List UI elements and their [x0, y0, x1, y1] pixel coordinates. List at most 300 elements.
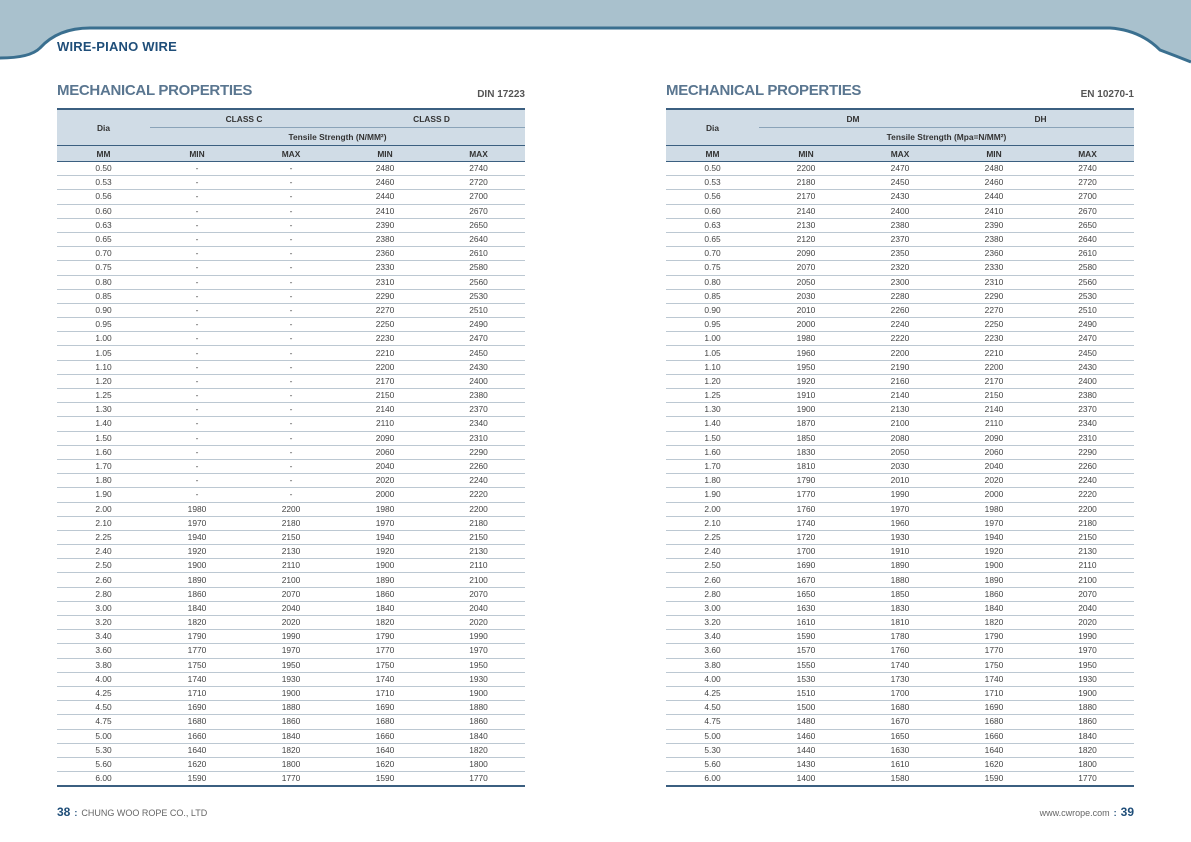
footer-separator: : — [1113, 808, 1117, 818]
value-cell: 2180 — [244, 516, 338, 530]
table-row — [57, 616, 525, 630]
value-cell: 2700 — [432, 190, 525, 204]
value-cell: 1750 — [947, 658, 1041, 672]
value-cell: 1900 — [1041, 686, 1134, 700]
value-cell: 1950 — [432, 658, 525, 672]
value-cell: 2110 — [244, 559, 338, 573]
value-cell: 1990 — [1041, 630, 1134, 644]
value-cell: 2160 — [853, 374, 947, 388]
table-row — [666, 601, 1134, 615]
value-cell: 1860 — [338, 587, 432, 601]
value-cell: 1620 — [150, 757, 244, 771]
value-cell: 2210 — [338, 346, 432, 360]
value-cell: 2410 — [947, 204, 1041, 218]
value-cell: 2490 — [1041, 318, 1134, 332]
table-row — [57, 686, 525, 700]
value-cell: 2450 — [1041, 346, 1134, 360]
table-row — [666, 715, 1134, 729]
value-cell: 1970 — [1041, 644, 1134, 658]
diameter-cell: 0.63 — [666, 218, 759, 232]
value-cell: 2130 — [1041, 545, 1134, 559]
table-row — [666, 729, 1134, 743]
value-cell: 1770 — [1041, 772, 1134, 787]
value-cell: 1630 — [759, 601, 853, 615]
value-cell: 1670 — [759, 573, 853, 587]
value-cell: 2340 — [432, 417, 525, 431]
value-cell: 1850 — [853, 587, 947, 601]
value-cell: - — [150, 459, 244, 473]
value-cell: 2560 — [1041, 275, 1134, 289]
value-cell: 1900 — [759, 403, 853, 417]
value-cell: 2290 — [432, 445, 525, 459]
diameter-cell: 2.40 — [57, 545, 150, 559]
diameter-cell: 5.30 — [57, 743, 150, 757]
value-cell: 2060 — [338, 445, 432, 459]
value-cell: 2400 — [853, 204, 947, 218]
diameter-cell: 0.85 — [666, 289, 759, 303]
value-cell: 2650 — [1041, 218, 1134, 232]
value-cell: 2610 — [1041, 247, 1134, 261]
diameter-cell: 0.53 — [666, 176, 759, 190]
value-cell: 2200 — [947, 360, 1041, 374]
value-cell: 2480 — [338, 162, 432, 176]
table-row — [666, 701, 1134, 715]
diameter-cell: 0.50 — [57, 162, 150, 176]
value-cell: 2200 — [759, 162, 853, 176]
table-row — [666, 389, 1134, 403]
table-row — [666, 772, 1134, 787]
value-cell: 2270 — [338, 303, 432, 317]
value-cell: 1940 — [947, 530, 1041, 544]
company-name: CHUNG WOO ROPE CO., LTD — [81, 808, 208, 818]
tensile-subheader: Tensile Strength (N/MM²) — [150, 128, 525, 146]
value-cell: 1770 — [244, 772, 338, 787]
table-row — [666, 261, 1134, 275]
table-row — [57, 318, 525, 332]
tensile-subheader: Tensile Strength (Mpa=N/MM²) — [759, 128, 1134, 146]
value-cell: - — [150, 488, 244, 502]
value-cell: - — [244, 374, 338, 388]
diameter-cell: 3.80 — [666, 658, 759, 672]
table-row — [666, 431, 1134, 445]
diameter-cell: 0.56 — [666, 190, 759, 204]
value-cell: 2280 — [853, 289, 947, 303]
diameter-cell: 3.60 — [57, 644, 150, 658]
table-row — [666, 630, 1134, 644]
value-cell: 2430 — [853, 190, 947, 204]
table-row — [666, 232, 1134, 246]
value-cell: 2410 — [338, 204, 432, 218]
diameter-cell: 1.60 — [666, 445, 759, 459]
value-cell: - — [244, 332, 338, 346]
value-cell: 1880 — [853, 573, 947, 587]
diameter-cell: 2.10 — [57, 516, 150, 530]
value-cell: 1800 — [432, 757, 525, 771]
value-cell: 1840 — [947, 601, 1041, 615]
table-row — [666, 658, 1134, 672]
value-cell: 1680 — [853, 701, 947, 715]
value-cell: - — [150, 403, 244, 417]
value-cell: 2370 — [1041, 403, 1134, 417]
value-cell: 2740 — [432, 162, 525, 176]
diameter-cell: 4.00 — [666, 672, 759, 686]
table-row — [57, 346, 525, 360]
value-cell: - — [244, 218, 338, 232]
table-row — [666, 332, 1134, 346]
table-row — [666, 360, 1134, 374]
value-cell: 2360 — [338, 247, 432, 261]
value-cell: 1950 — [244, 658, 338, 672]
table-row — [666, 247, 1134, 261]
diameter-cell: 1.00 — [666, 332, 759, 346]
value-cell: - — [244, 275, 338, 289]
value-cell: 1630 — [853, 743, 947, 757]
value-cell: 2390 — [947, 218, 1041, 232]
value-cell: - — [244, 289, 338, 303]
table-row — [666, 516, 1134, 530]
value-cell: 1820 — [432, 743, 525, 757]
value-cell: 1710 — [947, 686, 1041, 700]
table-row — [57, 332, 525, 346]
value-cell: 1790 — [759, 474, 853, 488]
value-cell: 1880 — [432, 701, 525, 715]
diameter-cell: 1.10 — [57, 360, 150, 374]
column-header: MIN — [759, 146, 853, 162]
value-cell: 2030 — [853, 459, 947, 473]
value-cell: 2250 — [338, 318, 432, 332]
column-header: MM — [57, 146, 150, 162]
value-cell: 1860 — [947, 587, 1041, 601]
value-cell: 1980 — [150, 502, 244, 516]
value-cell: 1840 — [244, 729, 338, 743]
value-cell: 1770 — [150, 644, 244, 658]
diameter-cell: 1.80 — [57, 474, 150, 488]
value-cell: 2220 — [853, 332, 947, 346]
value-cell: 1840 — [338, 601, 432, 615]
value-cell: 1780 — [853, 630, 947, 644]
value-cell: 1690 — [947, 701, 1041, 715]
value-cell: 1740 — [947, 672, 1041, 686]
value-cell: 1970 — [853, 502, 947, 516]
value-cell: 2430 — [432, 360, 525, 374]
value-cell: 2040 — [947, 459, 1041, 473]
table-row — [666, 289, 1134, 303]
diameter-cell: 1.05 — [666, 346, 759, 360]
value-cell: 1910 — [853, 545, 947, 559]
diameter-cell: 1.40 — [57, 417, 150, 431]
value-cell: 2240 — [853, 318, 947, 332]
value-cell: 1900 — [150, 559, 244, 573]
value-cell: - — [244, 431, 338, 445]
value-cell: 2170 — [947, 374, 1041, 388]
table-row — [57, 757, 525, 771]
value-cell: - — [150, 247, 244, 261]
value-cell: 1790 — [947, 630, 1041, 644]
value-cell: 1680 — [947, 715, 1041, 729]
value-cell: 1960 — [759, 346, 853, 360]
value-cell: 2110 — [338, 417, 432, 431]
value-cell: 2040 — [1041, 601, 1134, 615]
value-cell: 1820 — [338, 616, 432, 630]
value-cell: 2140 — [759, 204, 853, 218]
value-cell: 2380 — [338, 232, 432, 246]
table-row — [666, 346, 1134, 360]
table-row — [666, 176, 1134, 190]
value-cell: 1840 — [150, 601, 244, 615]
value-cell: - — [150, 204, 244, 218]
table-row — [666, 672, 1134, 686]
value-cell: 1770 — [338, 644, 432, 658]
value-cell: 2240 — [1041, 474, 1134, 488]
value-cell: 1770 — [947, 644, 1041, 658]
value-cell: 2090 — [947, 431, 1041, 445]
diameter-cell: 1.50 — [666, 431, 759, 445]
value-cell: 1700 — [853, 686, 947, 700]
value-cell: 2100 — [244, 573, 338, 587]
value-cell: 2700 — [1041, 190, 1134, 204]
value-cell: 2150 — [1041, 530, 1134, 544]
table-row — [57, 729, 525, 743]
table-row — [57, 601, 525, 615]
diameter-cell: 4.75 — [57, 715, 150, 729]
diameter-cell: 3.20 — [57, 616, 150, 630]
table-row — [666, 162, 1134, 176]
diameter-cell: 5.60 — [57, 757, 150, 771]
value-cell: 2250 — [947, 318, 1041, 332]
value-cell: 2310 — [947, 275, 1041, 289]
value-cell: 1900 — [947, 559, 1041, 573]
value-cell: 2670 — [432, 204, 525, 218]
table-row — [57, 474, 525, 488]
value-cell: 2150 — [947, 389, 1041, 403]
value-cell: 1930 — [1041, 672, 1134, 686]
value-cell: 1530 — [759, 672, 853, 686]
footer-right — [1040, 805, 1134, 819]
value-cell: 1920 — [338, 545, 432, 559]
value-cell: - — [150, 360, 244, 374]
value-cell: 2430 — [1041, 360, 1134, 374]
table-row — [666, 686, 1134, 700]
value-cell: 1990 — [853, 488, 947, 502]
value-cell: 1890 — [338, 573, 432, 587]
diameter-cell: 1.30 — [666, 403, 759, 417]
diameter-cell: 3.40 — [666, 630, 759, 644]
value-cell: - — [244, 417, 338, 431]
column-header: MAX — [1041, 146, 1134, 162]
table-row — [57, 374, 525, 388]
table-row — [57, 204, 525, 218]
value-cell: 2290 — [1041, 445, 1134, 459]
value-cell: 2670 — [1041, 204, 1134, 218]
value-cell: - — [244, 389, 338, 403]
value-cell: - — [150, 445, 244, 459]
diameter-cell: 0.60 — [57, 204, 150, 218]
value-cell: 2580 — [1041, 261, 1134, 275]
value-cell: 1790 — [150, 630, 244, 644]
diameter-cell: 1.05 — [57, 346, 150, 360]
value-cell: 2080 — [853, 431, 947, 445]
value-cell: 1720 — [759, 530, 853, 544]
value-cell: 2210 — [947, 346, 1041, 360]
table-row — [57, 573, 525, 587]
value-cell: 2320 — [853, 261, 947, 275]
diameter-cell: 3.00 — [666, 601, 759, 615]
dia-header: Dia — [57, 109, 150, 146]
value-cell: 2100 — [1041, 573, 1134, 587]
table-row — [57, 445, 525, 459]
diameter-cell: 2.25 — [666, 530, 759, 544]
value-cell: 1890 — [150, 573, 244, 587]
table-row — [57, 360, 525, 374]
value-cell: 1930 — [432, 672, 525, 686]
table-row — [57, 587, 525, 601]
table-row — [57, 261, 525, 275]
value-cell: 1670 — [853, 715, 947, 729]
value-cell: - — [244, 176, 338, 190]
value-cell: 1760 — [759, 502, 853, 516]
diameter-cell: 0.80 — [666, 275, 759, 289]
table-row — [57, 247, 525, 261]
table-row — [57, 530, 525, 544]
table-row — [57, 417, 525, 431]
table-row — [666, 318, 1134, 332]
table-row — [666, 474, 1134, 488]
table-row — [666, 545, 1134, 559]
value-cell: 1940 — [150, 530, 244, 544]
value-cell: 1840 — [432, 729, 525, 743]
value-cell: 1740 — [150, 672, 244, 686]
diameter-cell: 1.25 — [57, 389, 150, 403]
value-cell: 1860 — [150, 587, 244, 601]
value-cell: 2370 — [853, 232, 947, 246]
value-cell: 2040 — [432, 601, 525, 615]
value-cell: 1810 — [853, 616, 947, 630]
value-cell: 1890 — [853, 559, 947, 573]
value-cell: 2510 — [432, 303, 525, 317]
table-row — [57, 488, 525, 502]
value-cell: 1590 — [947, 772, 1041, 787]
table-row — [666, 488, 1134, 502]
diameter-cell: 2.00 — [666, 502, 759, 516]
value-cell: 2140 — [853, 389, 947, 403]
value-cell: 1820 — [947, 616, 1041, 630]
value-cell: 1570 — [759, 644, 853, 658]
table-row — [666, 587, 1134, 601]
value-cell: 2020 — [244, 616, 338, 630]
value-cell: 2230 — [338, 332, 432, 346]
value-cell: - — [244, 360, 338, 374]
value-cell: 2530 — [1041, 289, 1134, 303]
value-cell: - — [150, 474, 244, 488]
group-header-a: DM — [759, 109, 947, 128]
value-cell: 2560 — [432, 275, 525, 289]
value-cell: 1690 — [759, 559, 853, 573]
value-cell: 1750 — [150, 658, 244, 672]
value-cell: 1800 — [1041, 757, 1134, 771]
table-row — [57, 403, 525, 417]
diameter-cell: 1.90 — [666, 488, 759, 502]
table-row — [666, 275, 1134, 289]
diameter-cell: 2.00 — [57, 502, 150, 516]
value-cell: 2200 — [853, 346, 947, 360]
value-cell: 1770 — [432, 772, 525, 787]
diameter-cell: 0.75 — [666, 261, 759, 275]
value-cell: 1850 — [759, 431, 853, 445]
value-cell: 1880 — [244, 701, 338, 715]
value-cell: 2180 — [759, 176, 853, 190]
column-header: MM — [666, 146, 759, 162]
value-cell: 1880 — [1041, 701, 1134, 715]
website-url: www.cwrope.com — [1039, 808, 1110, 818]
column-header: MAX — [853, 146, 947, 162]
page-number-left: 38 — [57, 805, 71, 819]
diameter-cell: 0.80 — [57, 275, 150, 289]
diameter-cell: 0.65 — [666, 232, 759, 246]
diameter-cell: 0.53 — [57, 176, 150, 190]
value-cell: 2180 — [1041, 516, 1134, 530]
value-cell: 1970 — [432, 644, 525, 658]
table-row — [666, 303, 1134, 317]
diameter-cell: 0.70 — [57, 247, 150, 261]
value-cell: 1690 — [338, 701, 432, 715]
value-cell: 2380 — [432, 389, 525, 403]
table-row — [57, 232, 525, 246]
value-cell: 2340 — [1041, 417, 1134, 431]
diameter-cell: 2.80 — [666, 587, 759, 601]
value-cell: 2260 — [853, 303, 947, 317]
table-row — [666, 204, 1134, 218]
value-cell: - — [150, 318, 244, 332]
value-cell: 2470 — [1041, 332, 1134, 346]
table-row — [57, 672, 525, 686]
value-cell: 1900 — [432, 686, 525, 700]
value-cell: 2270 — [947, 303, 1041, 317]
diameter-cell: 6.00 — [57, 772, 150, 787]
diameter-cell: 1.20 — [57, 374, 150, 388]
value-cell: - — [244, 162, 338, 176]
value-cell: - — [150, 190, 244, 204]
value-cell: 2310 — [1041, 431, 1134, 445]
value-cell: 2450 — [853, 176, 947, 190]
value-cell: 2510 — [1041, 303, 1134, 317]
value-cell: 1620 — [947, 757, 1041, 771]
value-cell: 1640 — [150, 743, 244, 757]
table-row — [57, 303, 525, 317]
value-cell: 1620 — [338, 757, 432, 771]
value-cell: 2300 — [853, 275, 947, 289]
standard-label: EN 10270-1 — [1080, 89, 1134, 100]
value-cell: 2140 — [947, 403, 1041, 417]
value-cell: 1760 — [853, 644, 947, 658]
value-cell: 1460 — [759, 729, 853, 743]
table-row — [57, 743, 525, 757]
value-cell: 2400 — [432, 374, 525, 388]
diameter-cell: 6.00 — [666, 772, 759, 787]
value-cell: 1860 — [1041, 715, 1134, 729]
table-row — [666, 616, 1134, 630]
value-cell: - — [150, 275, 244, 289]
value-cell: 2010 — [853, 474, 947, 488]
value-cell: 1710 — [150, 686, 244, 700]
value-cell: 1820 — [244, 743, 338, 757]
value-cell: 2070 — [759, 261, 853, 275]
value-cell: 1400 — [759, 772, 853, 787]
value-cell: 2530 — [432, 289, 525, 303]
footer-separator: : — [74, 808, 78, 818]
diameter-cell: 4.00 — [57, 672, 150, 686]
value-cell: - — [244, 459, 338, 473]
value-cell: 1660 — [150, 729, 244, 743]
